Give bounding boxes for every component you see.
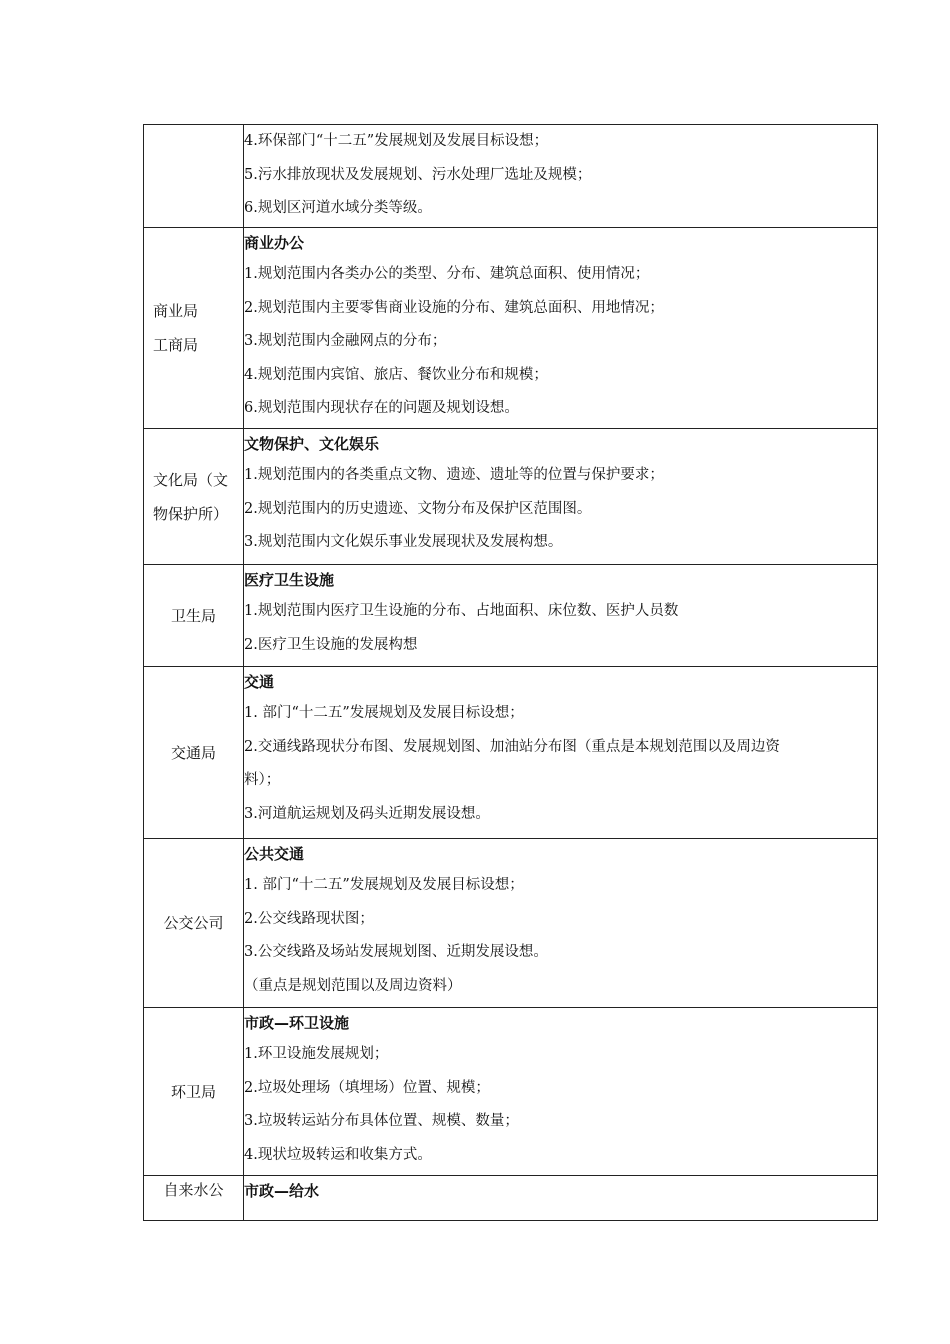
dept-label: 交通局 <box>170 743 216 762</box>
content-cell <box>244 1008 878 1176</box>
content-cell <box>244 1176 878 1221</box>
list-item: 5.污水排放现状及发展规划、污水处理厂选址及规模； <box>244 166 592 183</box>
table-row <box>144 667 878 839</box>
list-item: 3.规划范围内文化娱乐事业发展现状及发展构想。 <box>244 534 563 550</box>
dept-label: 商业局 <box>153 302 199 320</box>
content-cell <box>244 565 878 667</box>
list-item: 1.规划范围内的各类重点文物、遗迹、遗址等的位置与保护要求； <box>244 467 664 483</box>
dept-cell <box>144 1176 244 1221</box>
dept-cell <box>144 429 244 565</box>
document-table <box>143 124 878 1221</box>
section-heading: 公共交通 <box>244 845 305 863</box>
dept-cell <box>144 125 244 228</box>
section-heading: 市政—给水 <box>244 1182 320 1200</box>
dept-cell <box>144 839 244 1008</box>
dept-label: 自来水公 <box>163 1181 224 1199</box>
list-item: 3.公交线路及场站发展规划图、近期发展设想。 <box>244 944 548 960</box>
table-row <box>144 839 878 1008</box>
list-item: 6.规划区河道水域分类等级。 <box>244 200 432 216</box>
content-cell <box>244 839 878 1008</box>
list-item: 1. 部门“十二五”发展规划及发展目标设想； <box>244 877 524 893</box>
table-row <box>144 429 878 565</box>
section-heading: 市政—环卫设施 <box>244 1014 350 1032</box>
list-item: 2.规划范围内的历史遗迹、文物分布及保护区范围图。 <box>244 500 592 517</box>
list-item: 3.河道航运规划及码头近期发展设想。 <box>244 805 490 822</box>
list-item: 3.垃圾转运站分布具体位置、规模、数量； <box>244 1113 519 1129</box>
list-item: 1. 部门“十二五”发展规划及发展目标设想； <box>244 705 524 721</box>
table-row <box>144 1008 878 1176</box>
section-heading: 文物保护、文化娱乐 <box>244 435 380 453</box>
dept-label: 工商局 <box>153 336 199 354</box>
content-cell <box>244 125 878 228</box>
dept-label: 环卫局 <box>170 1082 216 1101</box>
list-item: 4.现状垃圾转运和收集方式。 <box>244 1146 432 1163</box>
dept-cell <box>144 1008 244 1176</box>
list-item: 2.医疗卫生设施的发展构想 <box>244 636 418 653</box>
list-item: 2.公交线路现状图； <box>244 910 374 927</box>
list-item: （重点是规划范围以及周边资料） <box>244 977 462 994</box>
table-row <box>144 565 878 667</box>
section-heading: 商业办公 <box>244 234 305 252</box>
section-heading: 医疗卫生设施 <box>244 571 335 589</box>
dept-cell <box>144 228 244 429</box>
table-row <box>144 1176 878 1221</box>
list-item: 2.交通线路现状分布图、发展规划图、加油站分布图（重点是本规划范围以及周边资 <box>244 738 780 755</box>
table-row <box>144 228 878 429</box>
section-heading: 交通 <box>244 673 275 691</box>
list-item: 4.环保部门“十二五”发展规划及发展目标设想； <box>244 133 549 149</box>
dept-cell <box>144 565 244 667</box>
list-item: 1.环卫设施发展规划； <box>244 1046 389 1062</box>
content-cell <box>244 429 878 565</box>
list-item: 3.规划范围内金融网点的分布； <box>244 333 447 349</box>
dept-label: 文化局（文 <box>153 470 229 489</box>
table-row <box>144 125 878 228</box>
dept-label: 物保护所） <box>153 504 229 523</box>
dept-label: 公交公司 <box>163 914 224 932</box>
content-cell <box>244 667 878 839</box>
list-item: 4.规划范围内宾馆、旅店、餐饮业分布和规模； <box>244 366 548 383</box>
list-item: 2.规划范围内主要零售商业设施的分布、建筑总面积、用地情况； <box>244 299 664 316</box>
list-item: 6.规划范围内现状存在的问题及规划设想。 <box>244 400 519 416</box>
list-item: 料）； <box>244 772 281 788</box>
dept-label: 卫生局 <box>170 606 216 625</box>
list-item: 2.垃圾处理场（填埋场）位置、规模； <box>244 1079 490 1096</box>
dept-cell <box>144 667 244 839</box>
content-cell <box>244 228 878 429</box>
list-item: 1.规划范围内医疗卫生设施的分布、占地面积、床位数、医护人员数 <box>244 603 679 619</box>
list-item: 1.规划范围内各类办公的类型、分布、建筑总面积、使用情况； <box>244 266 650 282</box>
